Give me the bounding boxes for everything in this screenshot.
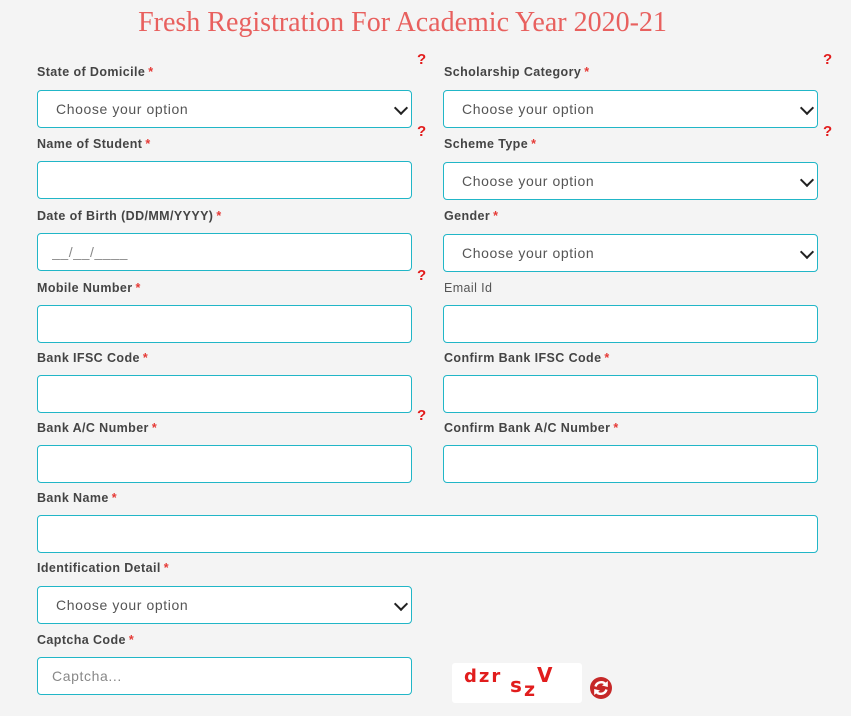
- name-of-student-label: Name of Student *: [37, 137, 151, 151]
- question-mark-icon[interactable]: ?: [417, 407, 427, 424]
- bank-name-input[interactable]: [37, 515, 818, 553]
- required-mark: *: [584, 65, 590, 79]
- required-mark: *: [531, 137, 537, 151]
- required-mark: *: [111, 491, 117, 505]
- captcha-code-label: Captcha Code *: [37, 633, 135, 647]
- email-id-input[interactable]: [443, 305, 818, 343]
- state-of-domicile-select[interactable]: [37, 90, 412, 128]
- required-mark: *: [163, 561, 169, 575]
- name-of-student-input[interactable]: [37, 161, 412, 199]
- identification-detail-select[interactable]: [37, 586, 412, 624]
- required-mark: *: [145, 137, 151, 151]
- captcha-text: z: [524, 679, 536, 701]
- scheme-type-select[interactable]: [443, 162, 818, 200]
- identification-detail-label: Identification Detail *: [37, 561, 169, 575]
- mobile-number-label: Mobile Number *: [37, 281, 141, 295]
- email-id-label: Email Id: [444, 281, 493, 295]
- required-mark: *: [604, 351, 610, 365]
- required-mark: *: [128, 633, 135, 647]
- required-mark: *: [151, 421, 158, 435]
- refresh-icon[interactable]: [589, 676, 613, 700]
- required-mark: *: [142, 351, 149, 365]
- captcha-input[interactable]: [37, 657, 412, 695]
- required-mark: *: [135, 281, 141, 295]
- question-mark-icon[interactable]: ?: [417, 267, 427, 284]
- date-of-birth-label: Date of Birth (DD/MM/YYYY) *: [37, 209, 222, 223]
- question-mark-icon[interactable]: ?: [823, 123, 833, 140]
- required-mark: *: [216, 209, 222, 223]
- bank-ifsc-code-input[interactable]: [37, 375, 412, 413]
- bank-ifsc-code-label: Bank IFSC Code *: [37, 351, 149, 365]
- confirm-bank-ifsc-code-label: Confirm Bank IFSC Code *: [444, 351, 610, 365]
- required-mark: *: [148, 65, 154, 79]
- question-mark-icon[interactable]: ?: [417, 123, 427, 140]
- bank-name-label: Bank Name *: [37, 491, 117, 505]
- bank-ac-number-input[interactable]: [37, 445, 412, 483]
- mobile-number-input[interactable]: [37, 305, 412, 343]
- question-mark-icon[interactable]: ?: [417, 51, 427, 68]
- scholarship-category-select[interactable]: [443, 90, 818, 128]
- gender-label: Gender *: [444, 209, 499, 223]
- captcha-text: V: [537, 663, 553, 687]
- bank-ac-number-label: Bank A/C Number *: [37, 421, 158, 435]
- date-of-birth-input[interactable]: [37, 233, 412, 271]
- confirm-bank-ifsc-code-input[interactable]: [443, 375, 818, 413]
- required-mark: *: [613, 421, 619, 435]
- state-of-domicile-label: State of Domicile *: [37, 65, 154, 79]
- scholarship-category-label: Scholarship Category *: [444, 65, 590, 79]
- page-title: Fresh Registration For Academic Year 2020-21: [138, 7, 667, 38]
- captcha-text: dzr: [464, 666, 503, 687]
- question-mark-icon[interactable]: ?: [823, 51, 833, 68]
- confirm-bank-ac-number-label: Confirm Bank A/C Number *: [444, 421, 619, 435]
- captcha-image: [452, 663, 582, 703]
- gender-select[interactable]: [443, 234, 818, 272]
- required-mark: *: [493, 209, 499, 223]
- confirm-bank-ac-number-input[interactable]: [443, 445, 818, 483]
- scheme-type-label: Scheme Type *: [444, 137, 537, 151]
- captcha-text: s: [510, 673, 522, 697]
